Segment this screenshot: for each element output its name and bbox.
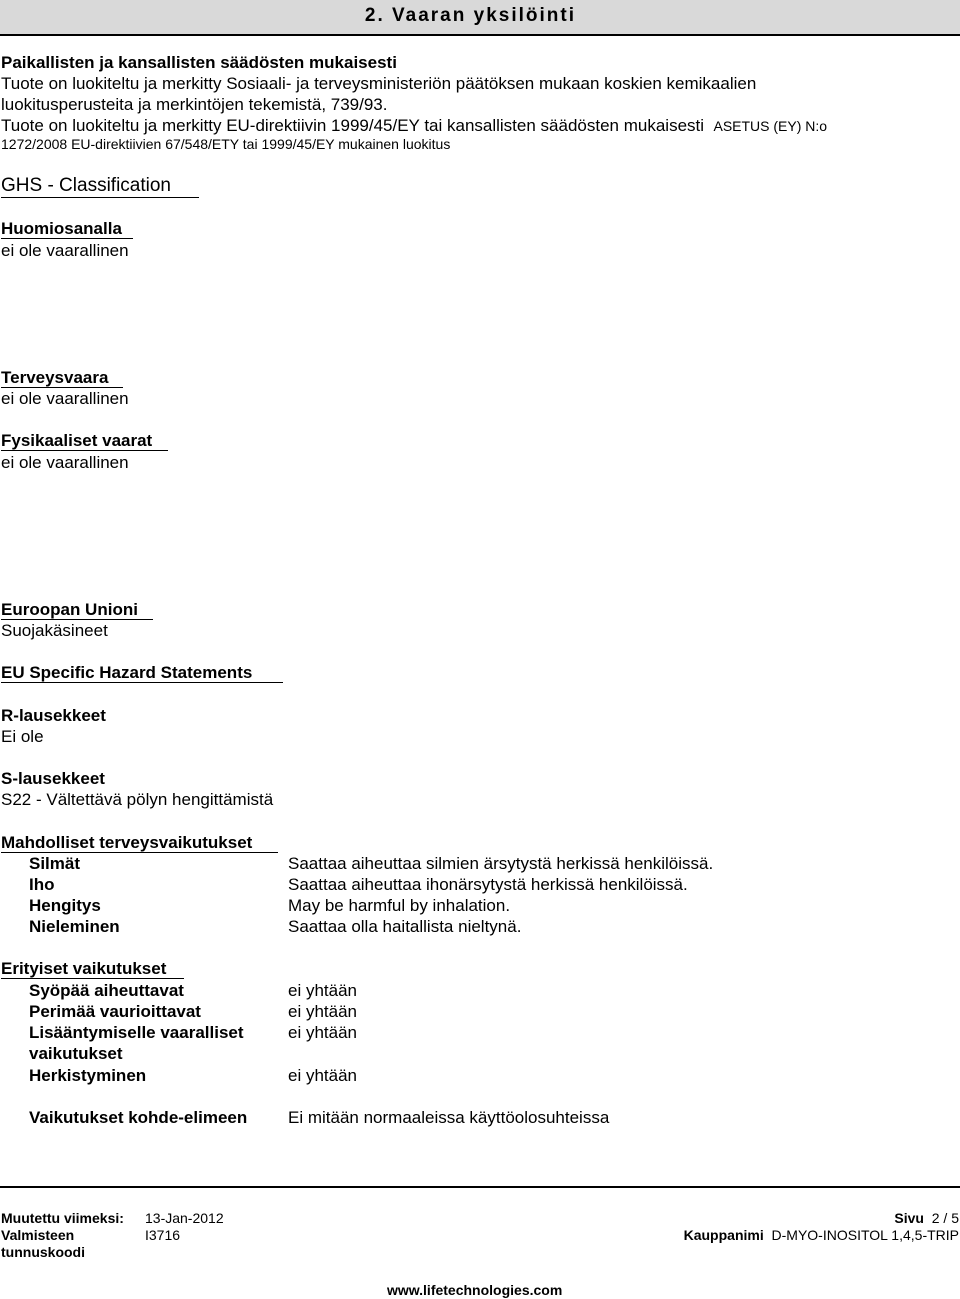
special-effects-underline: [1, 978, 184, 979]
footer-page-value: 2 / 5: [931, 1210, 959, 1226]
footer-producer-label-line-2: tunnuskoodi: [1, 1244, 85, 1260]
regulatory-line-4: 1272/2008 EU-direktiivien 67/548/ETY tai 1999/45/EY mukainen luokitus: [1, 136, 451, 152]
s-phrases-value: S22 - Vältettävä pölyn hengittämistä: [1, 790, 274, 809]
footer-divider: [0, 1186, 960, 1188]
health-effect-value-skin: Saattaa aiheuttaa ihonärsytystä herkissä henkilöissä.: [288, 875, 688, 894]
regulatory-line-3b: ASETUS (EY) N:o: [713, 118, 828, 134]
eu-specific-heading: EU Specific Hazard Statements: [1, 663, 253, 682]
physical-hazard-label: Fysikaaliset vaarat: [1, 431, 153, 450]
regulatory-line-2: luokitusperusteita ja merkintöjen tekemistä, 739/93.: [1, 95, 388, 114]
r-phrases-value: Ei ole: [1, 727, 44, 746]
health-effects-heading: Mahdolliset terveysvaikutukset: [1, 833, 253, 852]
footer-page: [894, 1210, 959, 1226]
reproductive-value: ei yhtään: [288, 1023, 357, 1042]
reproductive-label-line-1: Lisääntymiselle vaaralliset: [29, 1023, 244, 1042]
regulatory-line-3: [1, 115, 827, 137]
mutagenic-label: Perimää vaurioittavat: [29, 1002, 201, 1021]
physical-hazard-underline: [1, 450, 168, 451]
health-effect-label-inhalation: Hengitys: [29, 896, 101, 915]
regulatory-line-3a: Tuote on luokiteltu ja merkitty EU-direktiivin 1999/45/EY tai kansallisten säädösten mukaisesti: [1, 116, 705, 135]
target-organ-value: Ei mitään normaaleissa käyttöolosuhteissa: [288, 1108, 610, 1127]
health-effect-label-ingestion: Nieleminen: [29, 917, 120, 936]
health-effect-value-inhalation: May be harmful by inhalation.: [288, 896, 511, 915]
footer-producer-label-line-1: Valmisteen: [1, 1227, 75, 1243]
signal-word-label: Huomiosanalla: [1, 219, 122, 238]
physical-hazard-value: ei ole vaarallinen: [1, 453, 129, 472]
footer-modified-value: 13-Jan-2012: [145, 1210, 224, 1226]
carcinogenic-value: ei yhtään: [288, 981, 357, 1000]
eu-heading: Euroopan Unioni: [1, 600, 138, 619]
reproductive-label-line-2: vaikutukset: [29, 1044, 123, 1063]
health-effect-value-ingestion: Saattaa olla haitallista nieltynä.: [288, 917, 522, 936]
regulatory-heading: Paikallisten ja kansallisten säädösten mukaisesti: [1, 53, 397, 72]
footer-trade-name-label: Kauppanimi: [683, 1227, 764, 1243]
section-header-band: [0, 0, 960, 36]
s-phrases-label: S-lausekkeet: [1, 769, 105, 788]
signal-word-value: ei ole vaarallinen: [1, 241, 129, 260]
footer-page-label: Sivu: [894, 1210, 924, 1226]
footer-modified-label: Muutettu viimeksi:: [1, 1210, 124, 1226]
footer-producer-value: I3716: [145, 1227, 181, 1243]
special-effects-heading: Erityiset vaikutukset: [1, 959, 167, 978]
health-effect-value-eyes: Saattaa aiheuttaa silmien ärsytystä herkissä henkilöissä.: [288, 854, 714, 873]
footer-trade-name: [684, 1227, 959, 1243]
sensitization-value: ei yhtään: [288, 1066, 357, 1085]
regulatory-line-1: Tuote on luokiteltu ja merkitty Sosiaali- ja terveysministeriön päätöksen mukaan koskien kemikaalien: [1, 74, 757, 93]
footer-website[interactable]: www.lifetechnologies.com: [387, 1282, 563, 1298]
mutagenic-value: ei yhtään: [288, 1002, 357, 1021]
health-hazard-label: Terveysvaara: [1, 368, 109, 387]
footer-trade-name-value: D-MYO-INOSITOL 1,4,5-TRIP: [771, 1227, 959, 1243]
sensitization-label: Herkistyminen: [29, 1066, 147, 1085]
eu-specific-underline: [1, 682, 283, 683]
r-phrases-label: R-lausekkeet: [1, 706, 106, 725]
health-effect-label-skin: Iho: [29, 875, 55, 894]
health-hazard-value: ei ole vaarallinen: [1, 389, 129, 408]
section-title: 2. Vaaran yksilöinti: [364, 5, 576, 26]
carcinogenic-label: Syöpää aiheuttavat: [29, 981, 184, 1000]
target-organ-label: Vaikutukset kohde-elimeen: [29, 1108, 248, 1127]
signal-word-underline: [1, 238, 133, 239]
ghs-heading-underline: [1, 197, 199, 198]
health-effect-label-eyes: Silmät: [29, 854, 81, 873]
ghs-heading: GHS - Classification: [1, 175, 171, 196]
eu-value: Suojakäsineet: [1, 621, 108, 640]
